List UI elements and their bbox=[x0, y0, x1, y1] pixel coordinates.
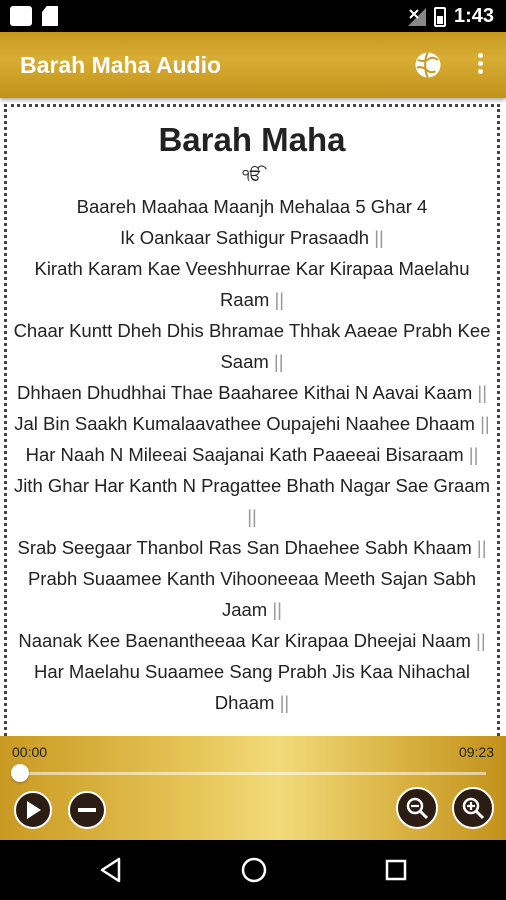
page-heading: Barah Maha bbox=[158, 121, 346, 158]
total-time: 09:23 bbox=[458, 744, 494, 760]
play-button[interactable] bbox=[14, 791, 52, 829]
zoom-out-button[interactable] bbox=[396, 787, 438, 829]
audio-player bbox=[0, 736, 506, 840]
status-bar bbox=[0, 0, 506, 32]
verse-text: Har Maelahu Suaamee Sang Prabh Jis Kaa Nihachal Dhaam bbox=[33, 661, 471, 713]
back-icon[interactable] bbox=[97, 855, 127, 885]
app-title: Barah Maha Audio bbox=[20, 52, 222, 78]
signal-off-icon bbox=[408, 8, 426, 26]
sd-card-icon bbox=[42, 6, 58, 26]
verse-line bbox=[7, 625, 497, 656]
recents-icon[interactable] bbox=[381, 855, 411, 885]
stop-icon bbox=[77, 807, 97, 813]
verse-separator: || bbox=[480, 413, 490, 434]
verse-line bbox=[7, 315, 497, 377]
status-time: 1:43 bbox=[453, 5, 494, 27]
verse-text: Kirath Karam Kae Veeshhurrae Kar Kirapaa Maelahu Raam bbox=[34, 258, 470, 310]
verse-line bbox=[7, 470, 497, 532]
verse-separator: || bbox=[247, 506, 257, 527]
verse-separator: || bbox=[374, 227, 384, 248]
lyrics-panel[interactable] bbox=[4, 104, 500, 736]
seek-bar[interactable] bbox=[20, 772, 486, 775]
battery-icon bbox=[434, 7, 446, 27]
app-bar bbox=[0, 32, 506, 98]
verse-text: Har Naah N Mileeai Saajanai Kath Paaeeai Bisaraam bbox=[25, 444, 464, 465]
verse-separator: || bbox=[476, 630, 486, 651]
verse-line bbox=[7, 253, 497, 315]
verse-text: Ik Oankaar Sathigur Prasaadh bbox=[120, 227, 370, 248]
verse-line bbox=[7, 222, 497, 253]
verse-text: Chaar Kuntt Dheh Dhis Bhramae Thhak Aaeae Prabh Kee Saam bbox=[13, 320, 491, 372]
verse-separator: || bbox=[477, 382, 488, 403]
verse-line bbox=[7, 439, 497, 470]
verse-text: Jal Bin Saakh Kumalaavathee Oupajehi Naahee Dhaam bbox=[14, 413, 475, 434]
verse-separator: || bbox=[476, 537, 487, 558]
zoom-out-icon bbox=[405, 796, 429, 820]
seek-thumb[interactable] bbox=[11, 764, 29, 782]
verse-text: Srab Seegaar Thanbol Ras San Dhaehee Sabh Khaam bbox=[17, 537, 472, 558]
verse-separator: || bbox=[273, 351, 284, 372]
zoom-in-icon bbox=[461, 796, 485, 820]
notification-square-icon bbox=[10, 6, 32, 26]
home-icon[interactable] bbox=[239, 855, 269, 885]
verse-line bbox=[7, 377, 497, 408]
verse-line bbox=[7, 408, 497, 439]
more-vert-icon[interactable] bbox=[470, 50, 490, 80]
zoom-in-button[interactable] bbox=[452, 787, 494, 829]
globe-icon[interactable] bbox=[413, 50, 443, 80]
verse-list bbox=[7, 191, 497, 718]
verse-line bbox=[7, 191, 497, 222]
status-right-icons bbox=[408, 5, 494, 28]
navigation-bar bbox=[0, 840, 506, 900]
verse-separator: || bbox=[274, 289, 285, 310]
verse-line bbox=[7, 563, 497, 625]
verse-text: Dhhaen Dhudhhai Thae Baaharee Kithai N Aavai Kaam bbox=[16, 382, 473, 403]
verse-separator: || bbox=[468, 444, 479, 465]
verse-separator: || bbox=[272, 599, 282, 620]
verse-text: Prabh Suaamee Kanth Vihooneeaa Meeth Sajan Sabh Jaam bbox=[27, 568, 477, 620]
status-left-icons bbox=[10, 6, 58, 26]
ik-oankaar-symbol: ੴ bbox=[242, 167, 262, 184]
verse-text: Naanak Kee Baenantheeaa Kar Kirapaa Dheejai Naam bbox=[18, 630, 471, 651]
current-time: 00:00 bbox=[12, 744, 48, 760]
verse-line bbox=[7, 532, 497, 563]
verse-text: Jith Ghar Har Kanth N Pragattee Bhath Nagar Sae Graam bbox=[13, 475, 491, 496]
stop-button[interactable] bbox=[68, 791, 106, 829]
verse-separator: || bbox=[279, 692, 290, 713]
verse-text: Baareh Maahaa Maanjh Mehalaa 5 Ghar 4 bbox=[76, 196, 428, 217]
play-icon bbox=[25, 801, 41, 819]
verse-line bbox=[7, 656, 497, 718]
